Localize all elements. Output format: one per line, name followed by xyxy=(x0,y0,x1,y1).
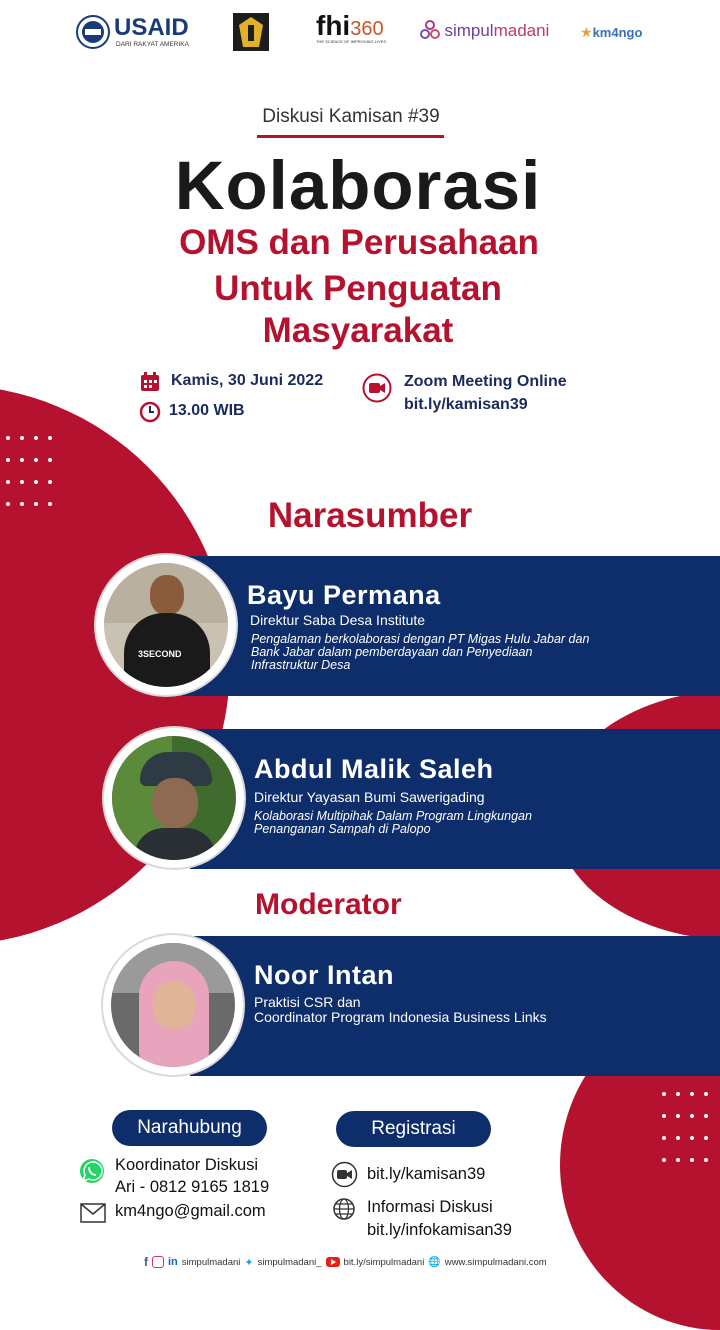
event-date: Kamis, 30 Juni 2022 xyxy=(171,372,324,389)
contact-coordinator-phone[interactable]: Ari - 0812 9165 1819 xyxy=(115,1178,270,1196)
twitter-icon[interactable]: ✦ xyxy=(244,1256,254,1269)
event-zoom-link[interactable]: bit.ly/kamisan39 xyxy=(404,396,528,413)
contact-email-link[interactable]: km4ngo@gmail.com xyxy=(115,1202,266,1220)
event-platform: Zoom Meeting Online xyxy=(404,373,567,390)
speaker-1-desc-line-2: Bank Jabar dalam pemberdayaan dan Penyediaan xyxy=(251,645,533,659)
subtitle-line-3: Masyarakat xyxy=(262,311,454,350)
whatsapp-icon[interactable] xyxy=(79,1158,105,1189)
speaker-2-desc-line-2: Penanganan Sampah di Palopo xyxy=(254,822,431,836)
video-icon-registration xyxy=(331,1161,358,1193)
moderator-role-line-2: Coordinator Program Indonesia Business Links xyxy=(254,1009,547,1025)
subtitle-line-2: Untuk Penguatan xyxy=(214,269,502,308)
speaker-1-role: Direktur Saba Desa Institute xyxy=(250,612,426,628)
fhi360-logo xyxy=(316,10,386,50)
moderator-photo xyxy=(111,943,235,1067)
usaid-wordmark: USAID xyxy=(114,14,189,41)
speaker-2-name: Abdul Malik Saleh xyxy=(254,754,494,784)
fhi-number: 360 xyxy=(350,18,384,40)
event-time: 13.00 WIB xyxy=(169,402,245,419)
clock-icon xyxy=(139,401,161,428)
speaker-1-name: Bayu Permana xyxy=(247,580,441,610)
video-icon xyxy=(362,373,392,408)
simpul-word: simpul xyxy=(444,21,494,40)
ministry-emblem-logo xyxy=(233,13,269,56)
moderator-photo-frame xyxy=(103,935,243,1075)
globe-icon xyxy=(333,1198,355,1225)
footer-website[interactable]: www.simpulmadani.com xyxy=(444,1256,547,1268)
km4ngo-logo: ★km4ngo xyxy=(580,24,643,40)
footer-handle-3: bit.ly/simpulmadani xyxy=(343,1256,425,1268)
usaid-logo xyxy=(76,14,196,52)
speaker-2-shirt xyxy=(134,828,216,860)
speaker-1-desc-line-1: Pengalaman berkolaborasi dengan PT Migas Hulu Jabar dan xyxy=(251,632,590,646)
globe-icon-footer: 🌐 xyxy=(428,1256,441,1268)
speaker-2-photo-frame xyxy=(104,728,244,868)
speaker-1-photo-frame xyxy=(96,555,236,695)
speaker-2-desc-line-1: Kolaborasi Multipihak Dalam Program Lingkungan xyxy=(254,809,532,823)
registration-info-link[interactable]: bit.ly/infokamisan39 xyxy=(367,1221,512,1239)
subtitle-line-1: OMS dan Perusahaan xyxy=(179,223,539,262)
youtube-icon[interactable] xyxy=(326,1257,340,1267)
contact-coordinator-label: Koordinator Diskusi xyxy=(115,1156,259,1174)
decor-dots-right xyxy=(662,1092,718,1180)
speaker-2-photo xyxy=(112,736,236,860)
speaker-1-shirt-text: 3SECOND xyxy=(138,649,182,659)
footer-handle-2: simpulmadani_ xyxy=(257,1256,322,1268)
speaker-2-face xyxy=(152,778,198,828)
speaker-1-face xyxy=(150,575,184,615)
series-label: Diskusi Kamisan #39 xyxy=(262,106,440,127)
fhi-wordmark: fhi xyxy=(316,10,351,41)
facebook-icon[interactable]: f xyxy=(144,1255,148,1269)
email-icon xyxy=(80,1203,106,1228)
footer-handle-1: simpulmadani xyxy=(181,1256,241,1268)
registration-link[interactable]: bit.ly/kamisan39 xyxy=(367,1165,486,1183)
footer-social-bar xyxy=(144,1255,547,1269)
moderator-heading: Moderator xyxy=(255,888,402,921)
moderator-face xyxy=(153,981,195,1029)
calendar-icon xyxy=(140,372,160,397)
moderator-name: Noor Intan xyxy=(254,960,394,990)
registration-heading: Registrasi xyxy=(336,1111,491,1147)
series-underline xyxy=(257,135,444,138)
contact-heading: Narahubung xyxy=(112,1110,267,1146)
madani-word: madani xyxy=(493,21,550,40)
speaker-2-role: Direktur Yayasan Bumi Sawerigading xyxy=(254,789,485,805)
instagram-icon[interactable] xyxy=(152,1256,164,1268)
speakers-heading: Narasumber xyxy=(267,496,473,535)
simpulmadani-logo xyxy=(420,20,549,42)
km4ngo-wordmark: km4ngo xyxy=(592,25,643,40)
usaid-tagline: DARI RAKYAT AMERIKA xyxy=(116,41,189,48)
fhi-tagline: THE SCIENCE OF IMPROVING LIVES xyxy=(316,39,387,44)
speaker-1-photo xyxy=(104,563,228,687)
speaker-1-desc-line-3: Infrastruktur Desa xyxy=(251,658,351,672)
linkedin-icon[interactable]: in xyxy=(168,1256,178,1268)
page-title: Kolaborasi xyxy=(174,147,542,224)
moderator-role-line-1: Praktisi CSR dan xyxy=(254,994,361,1010)
registration-info-label: Informasi Diskusi xyxy=(367,1198,493,1216)
